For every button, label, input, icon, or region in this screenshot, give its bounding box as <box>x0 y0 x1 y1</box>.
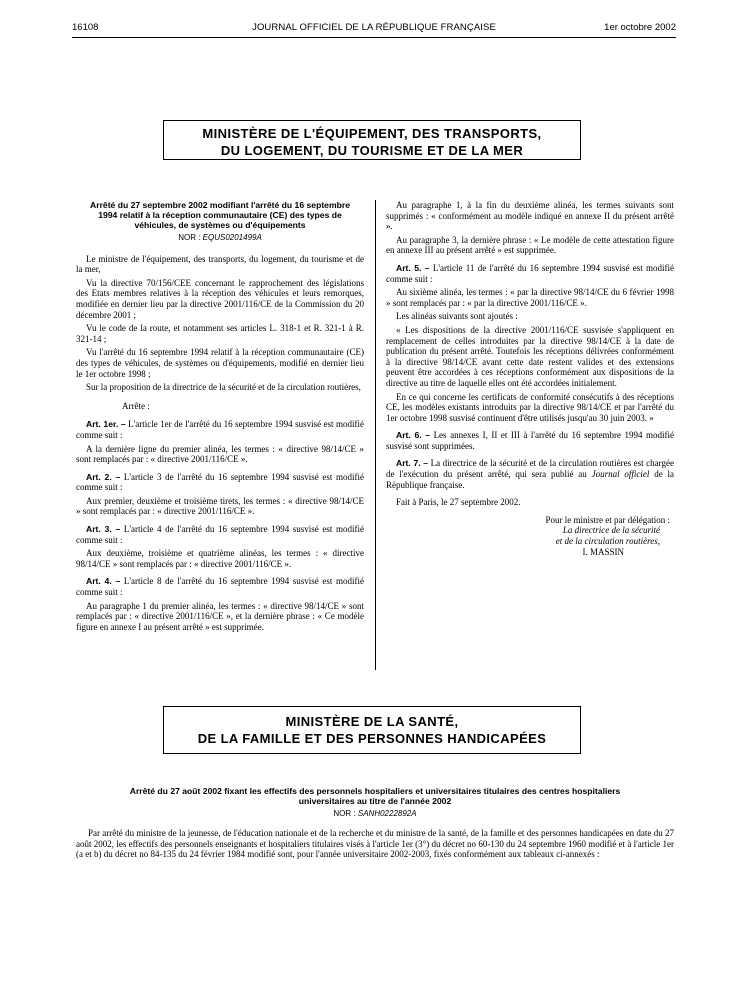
article-body: Au sixième alinéa, les termes : « par la directive 98/14/CE du 6 février 1998 » sont remplacés par : « par la directive 2001/116/CE ». <box>386 287 674 308</box>
article-7 <box>386 458 674 490</box>
signature-title-line2: et de la circulation routières, <box>555 536 660 547</box>
arrete-heading: Arrête : <box>122 400 150 411</box>
ministry-heading-line1: MINISTÈRE DE L'ÉQUIPEMENT, DES TRANSPORTS, <box>202 126 542 141</box>
article-4-continued: Au paragraphe 3, la dernière phrase : « Le modèle de cette attestation figure en annexe III au présent arrêté » est supprimée. <box>386 234 674 256</box>
article-text: L'article 11 de l'arrêté du 16 septembre 1994 susvisé est modifié comme suit : <box>386 262 675 284</box>
article-3 <box>76 524 364 569</box>
preamble-paragraph: Vu la directive 70/156/CEE concernant le rapprochement des législations des Etats membres relatives à la réception des véhicules et leurs remorques, modifiée en dernier lieu par la directive 2001/116/CE de la Commission du 20 décembre 2001 ; <box>76 277 364 320</box>
article-4-continued: Au paragraphe 1, à la fin du deuxième alinéa, les termes suivants sont supprimés : « conformément au modèle indiqué en annexe II du présent arrêté ». <box>386 200 674 232</box>
column-divider <box>375 200 376 670</box>
article-1 <box>76 419 364 464</box>
article-text: La directrice de la sécurité et de la circulation routières est chargée de l'exécution du présent arrêté, qui sera publié au <box>386 458 674 480</box>
article-label: Art. 3. – <box>86 524 121 535</box>
journal-officiel-italic: Journal officiel <box>591 469 650 480</box>
article-body: Aux deuxième, troisième et quatrième alinéas, les termes : « directive 98/14/CE » sont remplacés par : « directive 2001/116/CE ». <box>76 548 364 569</box>
nor-reference <box>76 233 364 244</box>
ministry-heading-line2: DU LOGEMENT, DU TOURISME ET DE LA MER <box>220 143 524 158</box>
article-quote: En ce qui concerne les certificats de conformité consécutifs à des réceptions CE, les modèles existants introduits par la directive 98/14/CE et par l'arrêté du 1er octobre 1998 susvisé continuent d'être utilisés jusqu'au 30 juin 2003. » <box>386 391 674 423</box>
preamble-paragraph: Vu l'arrêté du 16 septembre 1994 relatif à la réception communautaire (CE) des types de véhicules, de systèmes ou d'équipements, modifié en dernier lieu le 1er octobre 1998 ; <box>76 347 364 379</box>
article-text: L'article 1er de l'arrêté du 16 septembre 1994 susvisé est modifié comme suit : <box>76 419 365 440</box>
nor-code: SANH0222892A <box>357 809 417 818</box>
article-quote: « Les dispositions de la directive 2001/116/CE susvisée s'appliquent en remplacement de celles introduites par la directive 98/14/CE à la date de publication du présent arrêté. Toutefois les réceptions délivrées conformément à la directive 98/14/CE avant cette date restent valides et des extensions peuvent être accordées à ces réceptions conformément aux dispositions de la directive au titre de laquelle elles ont été accordées initialement. <box>386 324 674 388</box>
journal-title: JOURNAL OFFICIEL DE LA RÉPUBLIQUE FRANÇAISE <box>252 22 496 33</box>
article-text: L'article 4 de l'arrêté du 16 septembre 1994 susvisé est modifié comme suit : <box>76 524 364 545</box>
ministry-heading-line2: DE LA FAMILLE ET DES PERSONNES HANDICAPÉES <box>197 731 547 746</box>
article-6 <box>386 430 674 451</box>
page-number: 16108 <box>72 22 99 33</box>
issue-date: 1er octobre 2002 <box>604 22 676 33</box>
article-5 <box>386 263 674 423</box>
running-header <box>72 22 676 36</box>
article-4 <box>76 576 364 632</box>
article-text: de la République française. <box>386 469 674 490</box>
article-body: Aux premier, deuxième et troisième tirets, les termes : « directive 98/14/CE » sont remplacés par : « directive 2001/116/CE ». <box>76 495 364 517</box>
nor-reference <box>76 809 674 818</box>
ministry-heading-equipement <box>163 120 581 160</box>
done-at: Fait à Paris, le 27 septembre 2002. <box>396 497 521 508</box>
article-label: Art. 6. – <box>396 430 431 441</box>
header-rule <box>72 37 676 38</box>
decree-title: Arrêté du 27 août 2002 fixant les effectifs des personnels hospitaliers et universitaires titulaires des centres hospitaliers universitaires au titre de l'année 2002 <box>129 786 621 806</box>
right-column <box>386 200 674 557</box>
article-label: Art. 1er. – <box>86 419 126 430</box>
decree-body: Par arrêté du ministre de la jeunesse, de l'éducation nationale et de la recherche et du ministre de la santé, de la famille et des personnes handicapées en date du 27 août 2002, les effectifs des personnels enseignants et hospitaliers titulaires visés à l'article 1er (3°) du décret no 60-130 du 24 septembre 1960 modifié et à l'article 1er (a et b) du décret no 84-135 du 24 février 1984 modifié sont, pour l'année universitaire 2002-2003, fixés conformément aux tableaux ci-annexés : <box>76 828 674 860</box>
article-text: L'article 8 de l'arrêté du 16 septembre 1994 susvisé est modifié comme suit : <box>76 576 364 598</box>
decree-2-section <box>76 786 674 863</box>
article-body: Au paragraphe 1 du premier alinéa, les termes : « directive 98/14/CE » sont remplacés par : « directive 2001/116/CE », et la dernière phrase : « Ce modèle figure en annexe I au présent arrêté » est supprimée. <box>76 600 364 632</box>
preamble-paragraph: Vu le code de la route, et notamment ses articles L. 318-1 et R. 321-1 à R. 321-14 ; <box>76 323 364 344</box>
signature-delegation: Pour le ministre et par délégation : <box>545 514 670 525</box>
signatory-name: I. MASSIN <box>582 546 624 557</box>
ministry-heading-line1: MINISTÈRE DE LA SANTÉ, <box>285 714 459 729</box>
preamble-paragraph: Le ministre de l'équipement, des transports, du logement, du tourisme et de la mer, <box>76 253 364 275</box>
article-2 <box>76 472 364 517</box>
decree-title: Arrêté du 27 septembre 2002 modifiant l'arrêté du 16 septembre 1994 relatif à la réception communautaire (CE) des types de véhicules, de systèmes ou d'équipements <box>90 200 350 230</box>
preamble-paragraph: Sur la proposition de la directrice de la sécurité et de la circulation routières, <box>86 382 361 393</box>
article-label: Art. 4. – <box>86 576 121 587</box>
article-label: Art. 5. – <box>396 262 430 273</box>
article-body: Les alinéas suivants sont ajoutés : <box>396 311 518 322</box>
article-body: A la dernière ligne du premier alinéa, les termes : « directive 98/14/CE » sont remplacés par : « directive 2001/116/CE ». <box>76 443 364 465</box>
nor-code: EQUS0201499A <box>202 233 262 242</box>
article-text: Les annexes I, II et III à l'arrêté du 16 septembre 1994 modifié susvisé sont supprimées. <box>386 430 674 451</box>
article-text: L'article 3 de l'arrêté du 16 septembre 1994 susvisé est modifié comme suit : <box>76 471 364 493</box>
left-column <box>76 200 364 639</box>
ministry-heading-sante <box>163 706 581 754</box>
article-label: Art. 2. – <box>86 471 121 482</box>
nor-label: NOR : <box>333 809 356 818</box>
signature-title-line1: La directrice de la sécurité <box>562 525 660 536</box>
nor-label: NOR : <box>178 233 201 242</box>
article-label: Art. 7. – <box>396 458 429 469</box>
